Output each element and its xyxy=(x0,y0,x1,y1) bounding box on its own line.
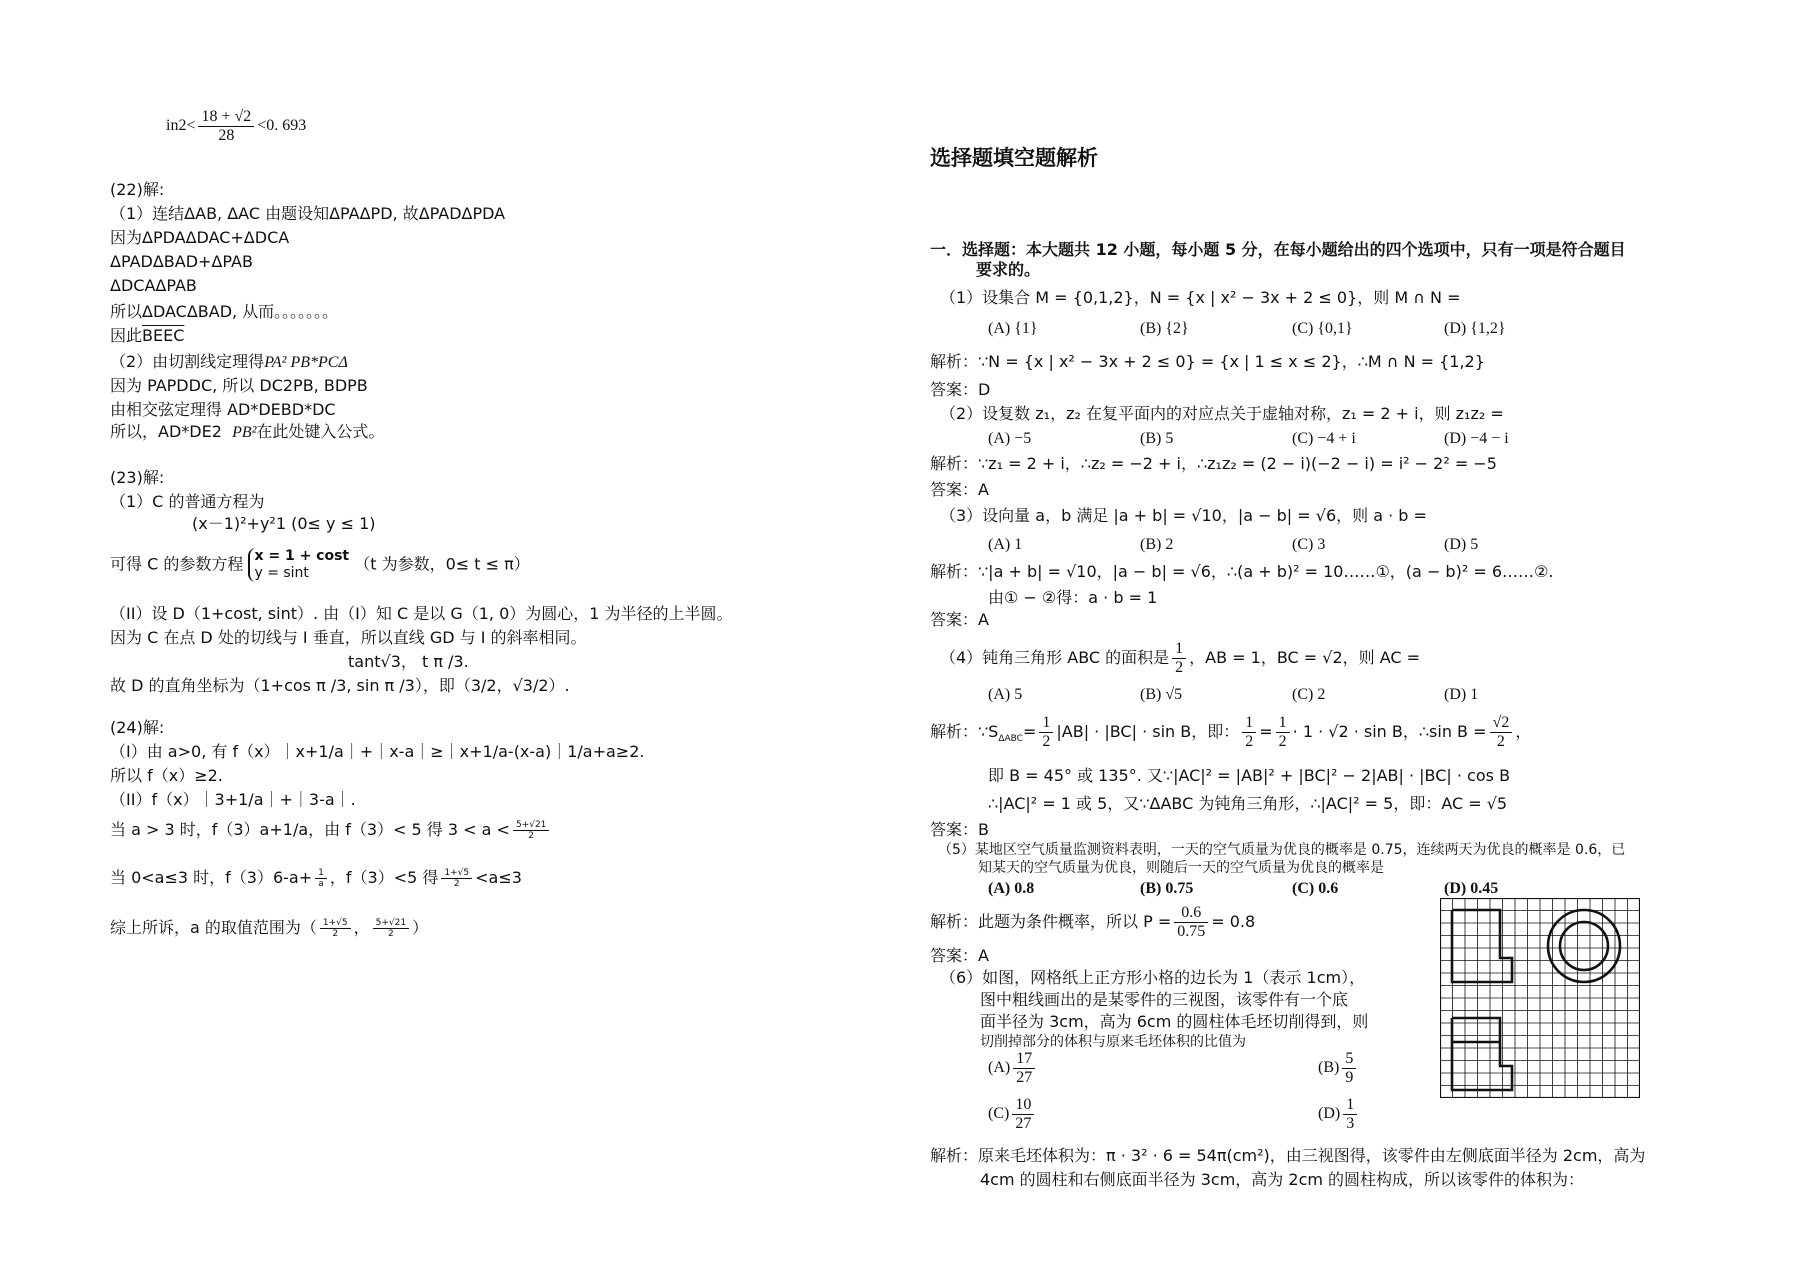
fraction xyxy=(373,918,409,939)
q23-line: 故 D 的直角坐标为（1+cos π /3, sin π /3），即（3/2，√3/2）. xyxy=(110,676,570,695)
side-view-outline xyxy=(1452,1018,1512,1090)
equation: x = 1 + cost xyxy=(254,548,350,564)
fraction-numerator: 10 xyxy=(1012,1096,1034,1115)
fraction-denominator: 2 xyxy=(388,929,394,939)
fraction xyxy=(1039,714,1053,751)
option: (A) −5 xyxy=(988,430,1032,447)
question-6: （6）如图，网格纸上正方形小格的边长为 1（表示 1cm）， xyxy=(940,968,1366,987)
text: ） xyxy=(412,918,429,937)
fraction-numerator: 5 xyxy=(1342,1050,1356,1069)
q23-line: (x－1)²+y²1 (0≤ y ≤ 1) xyxy=(192,514,376,533)
fraction xyxy=(1012,1096,1034,1133)
fraction xyxy=(1013,1050,1035,1087)
parametric-system xyxy=(248,548,349,582)
fraction-numerator: 5+√21 xyxy=(513,820,549,831)
solution: 解析：原来毛坯体积为：π · 3² · 6 = 54π(cm²)，由三视图得，该零件由左侧底面半径为 2cm，高为 xyxy=(930,1146,1646,1165)
fraction-numerator: 1 xyxy=(1242,714,1256,733)
q22-heading: (22)解: xyxy=(110,180,165,199)
solution: 即 B = 45° 或 135°. 又∵|AC|² = |AB|² + |BC|² − 2|AB| · |BC| · cos B xyxy=(988,766,1511,785)
option xyxy=(1318,1050,1359,1087)
option: (D) 0.45 xyxy=(1444,880,1499,897)
text: = xyxy=(1022,722,1037,741)
solution: ∴|AC|² = 1 或 5，又∵ΔABC 为钝角三角形，∴|AC|² = 5，即：AC = √5 xyxy=(988,794,1508,813)
answer: 答案：A xyxy=(930,610,989,629)
solution: 解析：∵|a + b| = √10，|a − b| = √6，∴(a + b)² = 10……①，(a − b)² = 6……②. xyxy=(930,562,1554,581)
fraction-numerator: 1 xyxy=(1343,1096,1357,1115)
q24-line: （I）由 a>0, 有 f（x）｜x+1/a｜+｜x-a｜≥｜x+1/a-(x-a)｜1/a+a≥2. xyxy=(110,742,645,761)
fraction-denominator: 2 xyxy=(1245,733,1254,750)
front-view-outline xyxy=(1452,910,1512,982)
fraction-numerator: 5+√21 xyxy=(373,918,409,929)
q23-heading: (23)解: xyxy=(110,468,165,487)
q22-line: 因为ΔPDAΔDAC+ΔDCA xyxy=(110,228,290,247)
answer: 答案：B xyxy=(930,820,989,839)
q23-line xyxy=(110,548,530,582)
fraction xyxy=(1174,904,1208,941)
fraction-numerator: 1 xyxy=(1172,640,1186,659)
q22-line: ΔDCAΔPAB xyxy=(110,276,197,295)
option: (C) 0.6 xyxy=(1292,880,1339,897)
fraction-denominator: 2 xyxy=(1496,733,1505,750)
text: 可得 C 的参数方程 xyxy=(110,554,244,574)
fraction-denominator: 2 xyxy=(332,929,339,939)
math: PA² PB*PCΔ xyxy=(264,354,348,371)
option: (D) {1,2} xyxy=(1444,320,1506,337)
option-label: (D) xyxy=(1318,1105,1341,1123)
fraction xyxy=(1343,1096,1357,1133)
fraction-numerator: 17 xyxy=(1013,1050,1035,1069)
option: (B) 2 xyxy=(1140,536,1174,553)
question-6: 图中粗线画出的是某零件的三视图，该零件有一个底 xyxy=(980,990,1349,1009)
fraction-denominator: 2 xyxy=(453,879,460,889)
grid-lines xyxy=(1440,898,1640,1098)
fraction xyxy=(320,918,351,939)
three-view-grid-figure xyxy=(1440,898,1640,1098)
option xyxy=(988,1096,1037,1133)
option: (B) 0.75 xyxy=(1140,880,1194,897)
fraction xyxy=(1242,714,1256,751)
q22-line: （1）连结ΔAB, ΔAC 由题设知ΔPAΔPD, 故ΔPADΔPDA xyxy=(110,204,506,223)
text: in2< xyxy=(166,117,196,135)
text: （t 为参数，0≤ t ≤ π） xyxy=(354,554,530,574)
q24-line xyxy=(110,918,428,939)
text: ， xyxy=(353,918,370,937)
question-1: （1）设集合 M = {0,1,2}，N = {x | x² − 3x + 2 ≤ 0}，则 M ∩ N = xyxy=(940,288,1461,307)
text: ， xyxy=(1515,722,1532,741)
text: 因此 xyxy=(110,326,143,345)
fraction-numerator: 1+√5 xyxy=(320,918,351,929)
question-5: （5）某地区空气质量监测资料表明，一天的空气质量为优良的概率是 0.75，连续两天为优良的概率是 0.6，已 xyxy=(938,842,1626,858)
answer: 答案：D xyxy=(930,380,991,399)
inequality-line xyxy=(166,108,306,145)
fraction-denominator: 28 xyxy=(218,127,235,144)
answer: 答案：A xyxy=(930,946,989,965)
fraction-denominator: 2 xyxy=(1278,733,1287,750)
q24-line xyxy=(110,820,552,841)
solution: 4cm 的圆柱和右侧底面半径为 3cm，高为 2cm 的圆柱构成，所以该零件的体积为： xyxy=(980,1170,1585,1189)
fraction-denominator: 3 xyxy=(1346,1115,1355,1132)
text: 当 a > 3 时，f（3）a+1/a，由 f（3）< 5 得 3 < a < xyxy=(110,820,510,839)
option: (C) 3 xyxy=(1292,536,1326,553)
option: (D) 5 xyxy=(1444,536,1479,553)
solution xyxy=(930,904,1255,941)
math: PB² xyxy=(232,424,257,441)
option: (A) 1 xyxy=(988,536,1023,553)
option xyxy=(1318,1096,1360,1133)
text: = 0.8 xyxy=(1211,912,1256,931)
fraction xyxy=(1490,714,1513,751)
option: (B) {2} xyxy=(1140,320,1189,337)
option xyxy=(988,1050,1038,1087)
q23-line: tant√3， t π /3. xyxy=(348,652,469,671)
section-heading: 要求的。 xyxy=(976,260,1041,279)
q22-line xyxy=(110,326,184,346)
page-title: 选择题填空题解析 xyxy=(930,146,1098,170)
option: (B) √5 xyxy=(1140,686,1183,703)
text: = xyxy=(1259,722,1273,741)
q22-line xyxy=(110,352,348,373)
question-6: 切削掉部分的体积与原来毛坯体积的比值为 xyxy=(980,1034,1246,1050)
text: ，f（3）<5 得 xyxy=(329,868,439,887)
q22-line: 所以ΔDACΔBAD, 从而。。。。。。。 xyxy=(110,302,339,321)
q23-line: （1）C 的普通方程为 xyxy=(110,492,265,511)
equation: y = sint xyxy=(254,565,309,581)
text: BEEC xyxy=(142,326,185,345)
text: |AB| · |BC| · sin B，即： xyxy=(1056,722,1240,741)
fraction xyxy=(1342,1050,1356,1087)
text: <0. 693 xyxy=(257,117,307,135)
option: (A) {1} xyxy=(988,320,1038,337)
fraction-numerator: 1 xyxy=(315,868,327,879)
top-view-inner-circle xyxy=(1560,922,1608,970)
q22-line: 因为 PAPDDC, 所以 DC2PB, BDPB xyxy=(110,376,368,395)
q24-line: 所以 f（x）≥2. xyxy=(110,766,223,785)
answer: 答案：A xyxy=(930,480,989,499)
fraction-numerator: 0.6 xyxy=(1174,904,1208,923)
text: 综上所诉，a 的取值范围为（ xyxy=(110,918,317,937)
text: 当 0<a≤3 时，f（3）6-a+ xyxy=(110,868,313,887)
fraction-denominator: 2 xyxy=(1042,733,1051,750)
q23-line: （II）设 D（1+cost, sint）. 由（I）知 C 是以 G（1, 0）为圆心，1 为半径的上半圆。 xyxy=(110,604,733,623)
fraction-denominator: 9 xyxy=(1345,1069,1354,1086)
fraction-denominator: a xyxy=(318,879,324,889)
text: 解析：∵S xyxy=(930,722,999,741)
fraction-denominator: 27 xyxy=(1016,1069,1033,1086)
option: (B) 5 xyxy=(1140,430,1174,447)
fraction xyxy=(315,868,327,889)
option: (C) 2 xyxy=(1292,686,1326,703)
question-4 xyxy=(940,640,1420,677)
text: （4）钝角三角形 ABC 的面积是 xyxy=(940,648,1170,667)
solution xyxy=(930,714,1531,751)
option: (A) 5 xyxy=(988,686,1023,703)
question-3: （3）设向量 a，b 满足 |a + b| = √10，|a − b| = √6，则 a · b = xyxy=(940,506,1427,525)
q22-line xyxy=(110,422,384,443)
q24-heading: (24)解: xyxy=(110,718,165,737)
fraction-numerator: 1 xyxy=(1276,714,1290,733)
question-6: 面半径为 3cm，高为 6cm 的圆柱体毛坯切削得到，则 xyxy=(980,1012,1369,1031)
text: ，AB = 1，BC = √2，则 AC = xyxy=(1189,648,1421,667)
fraction-numerator: 1 xyxy=(1039,714,1053,733)
text: （2）由切割线定理得 xyxy=(110,352,265,371)
fraction-denominator: 2 xyxy=(1175,659,1184,676)
text: <a≤3 xyxy=(475,868,522,887)
option: (D) 1 xyxy=(1444,686,1479,703)
question-5: 知某天的空气质量为优良，则随后一天的空气质量为优良的概率是 xyxy=(978,860,1384,876)
text: 解析：此题为条件概率，所以 P = xyxy=(930,912,1172,931)
option: (D) −4 − i xyxy=(1444,430,1509,447)
option: (A) 0.8 xyxy=(988,880,1035,897)
text: · 1 · √2 · sin B，∴sin B = xyxy=(1292,722,1487,741)
fraction xyxy=(1276,714,1290,751)
section-heading: 一．选择题：本大题共 12 小题，每小题 5 分，在每小题给出的四个选项中，只有一项是符合题目 xyxy=(930,240,1626,259)
fraction xyxy=(198,108,254,145)
option-label: (B) xyxy=(1318,1059,1340,1077)
question-2: （2）设复数 z₁，z₂ 在复平面内的对应点关于虚轴对称，z₁ = 2 + i，则 z₁z₂ = xyxy=(940,404,1504,423)
fraction-numerator: √2 xyxy=(1490,714,1513,733)
subscript: ΔABC xyxy=(998,734,1023,745)
option-label: (A) xyxy=(988,1059,1011,1077)
fraction xyxy=(441,868,472,889)
option-label: (C) xyxy=(988,1105,1010,1123)
solution: 解析：∵N = {x | x² − 3x + 2 ≤ 0} = {x | 1 ≤ x ≤ 2}，∴M ∩ N = {1,2} xyxy=(930,352,1485,371)
fraction xyxy=(1172,640,1186,677)
option: (C) −4 + i xyxy=(1292,430,1356,447)
fraction-numerator: 18 + √2 xyxy=(198,108,254,127)
q22-line: ΔPADΔBAD+ΔPAB xyxy=(110,252,253,271)
fraction-numerator: 1+√5 xyxy=(441,868,472,879)
fraction-denominator: 0.75 xyxy=(1177,923,1206,940)
text: 所以，AD*DE2 xyxy=(110,422,222,441)
option: (C) {0,1} xyxy=(1292,320,1353,337)
fraction-denominator: 27 xyxy=(1015,1115,1032,1132)
solution: 由① − ②得：a · b = 1 xyxy=(988,588,1158,607)
q22-line: 由相交弦定理得 AD*DEBD*DC xyxy=(110,400,336,419)
text: 在此处键入公式。 xyxy=(256,422,385,441)
fraction xyxy=(513,820,549,841)
q24-line xyxy=(110,868,522,889)
q24-line: （II）f（x）｜3+1/a｜+｜3-a｜. xyxy=(110,790,356,809)
solution: 解析：∵z₁ = 2 + i，∴z₂ = −2 + i，∴z₁z₂ = (2 − i)(−2 − i) = i² − 2² = −5 xyxy=(930,454,1497,473)
q23-line: 因为 C 在点 D 处的切线与 I 垂直，所以直线 GD 与 I 的斜率相同。 xyxy=(110,628,587,647)
fraction-denominator: 2 xyxy=(528,831,535,841)
